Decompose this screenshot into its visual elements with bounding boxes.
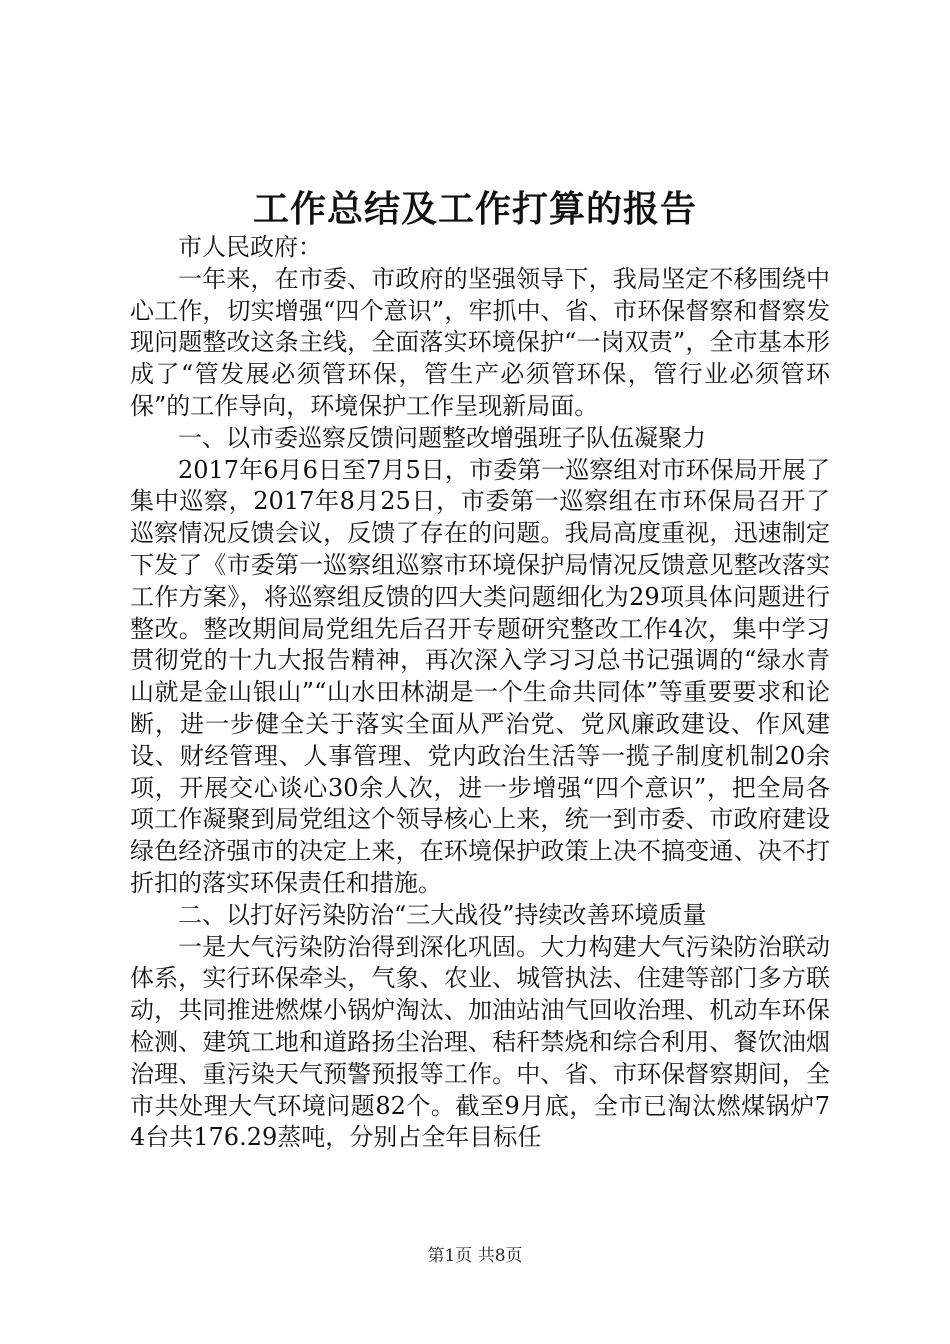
section-heading-1: 一、以市委巡察反馈问题整改增强班子队伍凝聚力 <box>178 423 706 452</box>
document-title: 工作总结及工作打算的报告 <box>252 188 697 230</box>
section-1-paragraph: 2017年6月6日至7月5日，市委第一巡察组对市环保局开展了集中巡察，2017年8月25日，市委第一巡察组在市环保局召开了巡察情况反馈会议，反馈了存在的问题。我局高度重视，迅速制定下发了《市委第一巡察组巡察市环境保护局情况反馈意见整改落实工作方案》，将巡察组反馈的四大类问题细化为29项具体问题进行整改。整改期间局党组先后召开专题研究整改工作4次，集中学习贯彻党的十九大报告精神，再次深入学习习总书记强调的“绿水青山就是金山银山”“山水田林湖是一个生命共同体”等重要要求和论断，进一步健全关于落实全面从严治党、党风廉政建设、作风建设、财经管理、人事管理、党内政治生活等一揽子制度机制20余项，开展交心谈心30余人次，进一步增强“四个意识”，把全局各项工作凝聚到局党组这个领导核心上来，统一到市委、市政府建设绿色经济强市的决定上来，在环境保护政策上决不搞变通、决不打折扣的落实环保责任和措施。 <box>130 455 830 897</box>
salutation: 市人民政府： <box>178 233 322 261</box>
intro-paragraph: 一年来，在市委、市政府的坚强领导下，我局坚定不移围绕中心工作，切实增强“四个意识”，牢抓中、省、市环保督察和督察发现问题整改这条主线，全面落实环境保护“一岗双责”，全市基本形成了“管发展必须管环保，管生产必须管环保，管行业必须管环保”的工作导向，环境保护工作呈现新局面。 <box>130 264 830 420</box>
document-body <box>130 232 830 1154</box>
section-heading-2: 二、以打好污染防治“三大战役”持续改善环境质量 <box>178 900 707 929</box>
page-number-footer: 第1页 共8页 <box>427 1246 523 1266</box>
section-2-paragraph: 一是大气污染防治得到深化巩固。大力构建大气污染防治联动体系，实行环保牵头，气象、农业、城管执法、住建等部门多方联动，共同推进燃煤小锅炉淘汰、加油站油气回收治理、机动车环保检测、建筑工地和道路扬尘治理、秸秆禁烧和综合利用、餐饮油烟治理、重污染天气预警预报等工作。中、省、市环保督察期间，全市共处理大气环境问题82个。截至9月底，全市已淘汰燃煤锅炉74台共176.29蒸吨，分别占全年目标任 <box>130 932 830 1152</box>
